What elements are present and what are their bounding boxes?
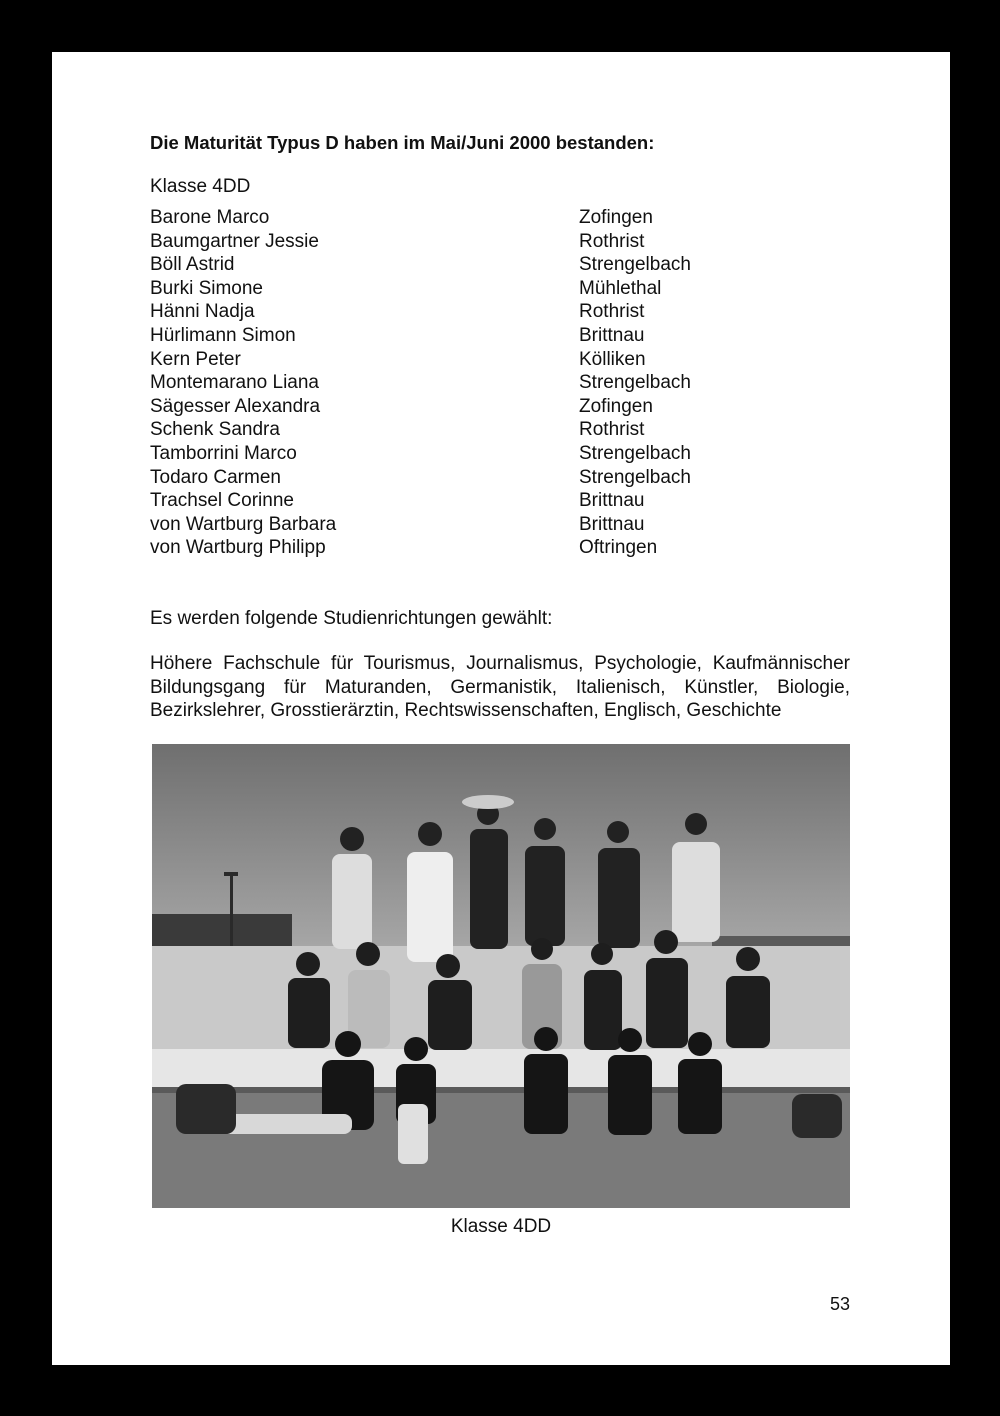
student-place: Strengelbach <box>579 466 691 488</box>
page-number: 53 <box>829 1294 850 1314</box>
student-name: Burki Simone <box>150 277 263 299</box>
student-place: Brittnau <box>579 513 645 535</box>
list-item <box>150 253 810 277</box>
list-item <box>150 418 810 442</box>
student-list <box>150 206 810 560</box>
student-name: Schenk Sandra <box>150 419 280 441</box>
student-name: Kern Peter <box>150 348 241 370</box>
class-photo-illustration <box>152 744 850 1208</box>
document-page <box>52 52 950 1365</box>
student-name: Tamborrini Marco <box>150 442 297 464</box>
student-name: Hänni Nadja <box>150 301 255 323</box>
page-heading: Die Maturität Typus D haben im Mai/Juni 2000 bestanden: <box>150 132 655 153</box>
student-place: Zofingen <box>579 207 653 228</box>
list-item <box>150 277 810 301</box>
student-name: Trachsel Corinne <box>150 490 294 512</box>
student-place: Zofingen <box>579 395 653 417</box>
student-name: von Wartburg Philipp <box>150 537 326 559</box>
list-item <box>150 206 810 230</box>
student-place: Mühlethal <box>579 277 662 299</box>
student-place: Rothrist <box>579 419 645 441</box>
student-place: Strengelbach <box>579 254 691 276</box>
student-place: Strengelbach <box>579 442 691 464</box>
student-place: Strengelbach <box>579 372 691 394</box>
student-place: Rothrist <box>579 301 645 323</box>
student-place: Oftringen <box>579 537 658 559</box>
list-item <box>150 371 810 395</box>
studies-intro: Es werden folgende Studienrichtungen gewählt: <box>150 608 553 629</box>
class-photo <box>152 744 850 1208</box>
studies-list: Höhere Fachschule für Tourismus, Journalismus, Psychologie, Kaufmännischer Bildungsgang für Maturanden, Germanistik, Italienisch, Künstler, Biologie, Bezirkslehrer, Grosstierärztin, Rechtswissenschaften, Englisch, Geschichte <box>150 653 850 722</box>
list-item <box>150 513 810 537</box>
student-name: Todaro Carmen <box>150 466 281 488</box>
student-name: Sägesser Alexandra <box>150 395 321 417</box>
list-item <box>150 300 810 324</box>
list-item <box>150 348 810 372</box>
student-place: Kölliken <box>579 348 646 370</box>
student-name: Hürlimann Simon <box>150 324 296 346</box>
photo-caption: Klasse 4DD <box>450 1216 552 1237</box>
list-item <box>150 536 810 560</box>
student-place: Rothrist <box>579 230 645 252</box>
list-item <box>150 466 810 490</box>
list-item <box>150 489 810 513</box>
class-label: Klasse 4DD <box>150 176 251 197</box>
student-name: von Wartburg Barbara <box>150 513 337 535</box>
student-name: Baumgartner Jessie <box>150 230 319 252</box>
list-item <box>150 230 810 254</box>
student-place: Brittnau <box>579 324 645 346</box>
list-item <box>150 442 810 466</box>
student-name: Böll Astrid <box>150 254 235 276</box>
student-name: Barone Marco <box>150 207 270 228</box>
student-name: Montemarano Liana <box>150 372 319 394</box>
list-item <box>150 324 810 348</box>
list-item <box>150 395 810 419</box>
student-place: Brittnau <box>579 490 645 512</box>
